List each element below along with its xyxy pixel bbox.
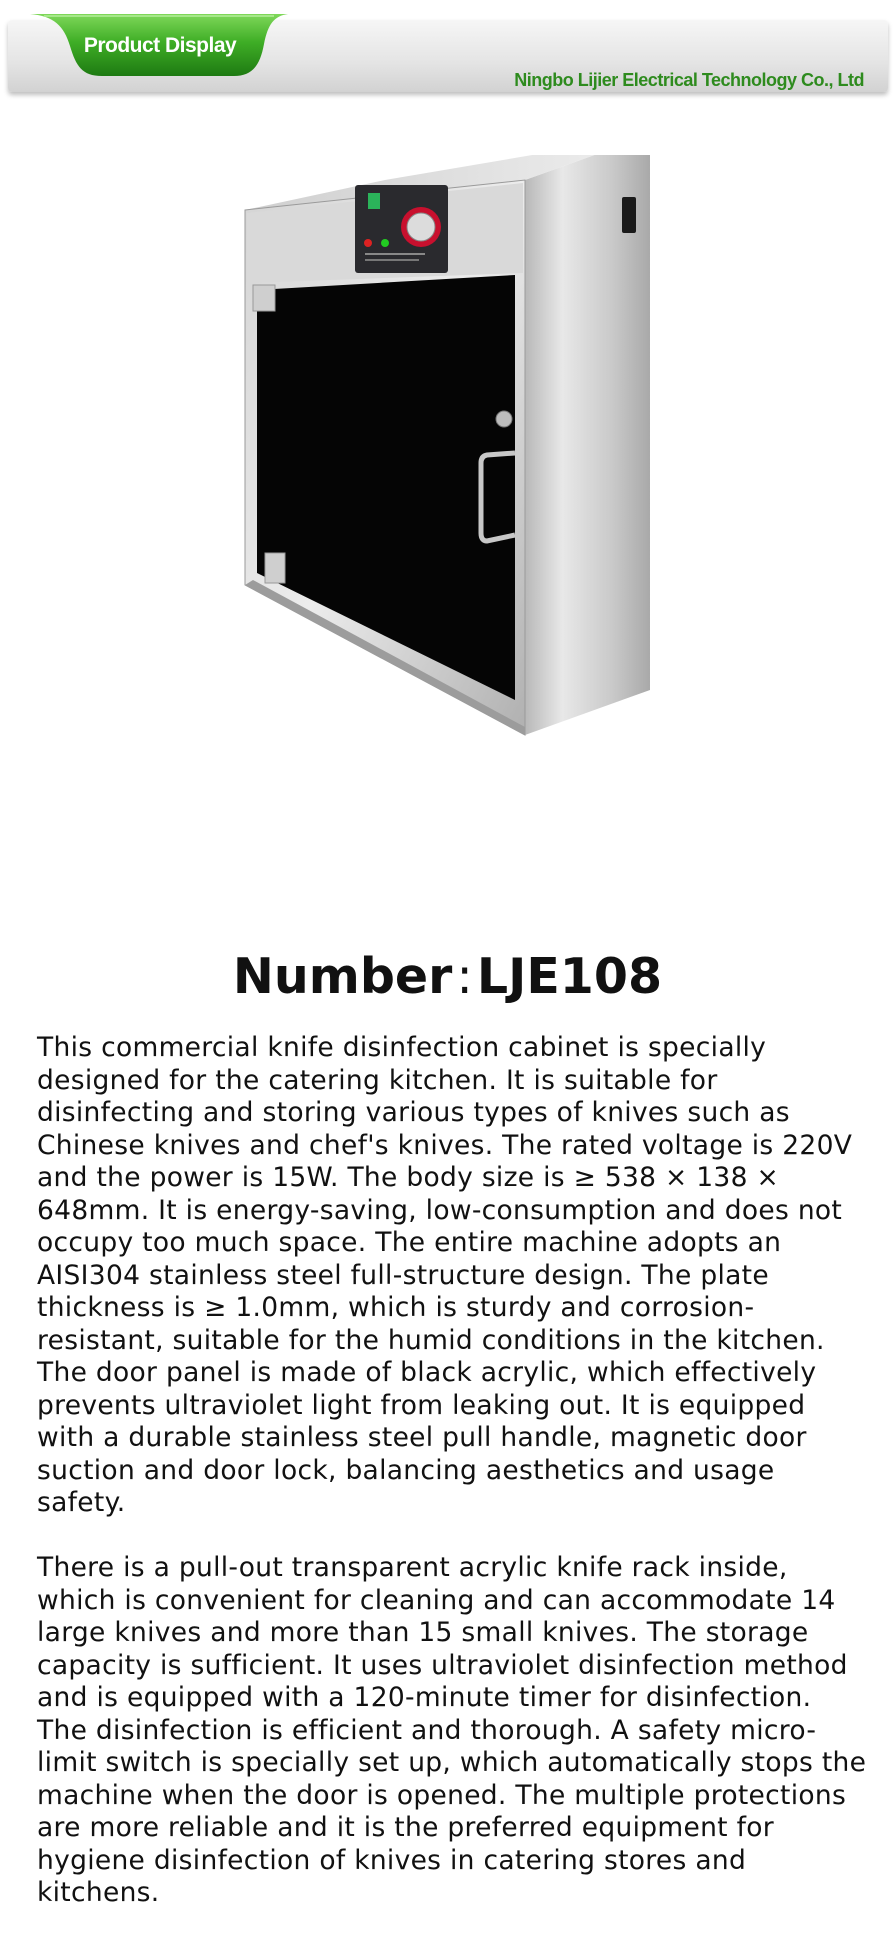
company-name: Ningbo Lijier Electrical Technology Co., Ltd xyxy=(514,70,864,90)
product-description xyxy=(37,1032,867,1942)
model-value: LJE108 xyxy=(476,948,663,1005)
product-display-tab xyxy=(30,14,288,78)
description-paragraph-2: There is a pull-out transparent acrylic knife rack inside, which is convenient for cleaning and can accommodate 14 large knives and more than 15 small knives. The storage capacity is sufficient. It uses ultraviolet disinfection method and is equipped with a 120-minute timer for disinfection. The disinfection is efficient and thorough. A safety micro-limit switch is specially set up, which automatically stops the machine when the door is opened. The multiple protections are more reliable and it is the preferred equipment for hygiene disinfection of knives in catering stores and kitchens. xyxy=(37,1552,867,1908)
number-label: Number xyxy=(232,948,453,1005)
model-number xyxy=(0,948,895,1005)
number-colon: : xyxy=(456,948,473,1005)
tab-label: Product Display xyxy=(83,34,237,57)
knife-disinfection-cabinet-image xyxy=(225,155,665,915)
description-paragraph-1: This commercial knife disinfection cabinet is specially designed for the catering kitchen. It is suitable for disinfecting and storing various types of knives such as Chinese knives and chef's knives. The rated voltage is 220V and the power is 15W. The body size is ≥ 538 × 138 × 648mm. It is energy-saving, low-consumption and does not occupy too much space. The entire machine adopts an AISI304 stainless steel full-structure design. The plate thickness is ≥ 1.0mm, which is sturdy and corrosion-resistant, suitable for the humid conditions in the kitchen. The door panel is made of black acrylic, which effectively prevents ultraviolet light from leaking out. It is equipped with a durable stainless steel pull handle, magnetic door suction and door lock, balancing aesthetics and usage safety. xyxy=(37,1032,853,1518)
